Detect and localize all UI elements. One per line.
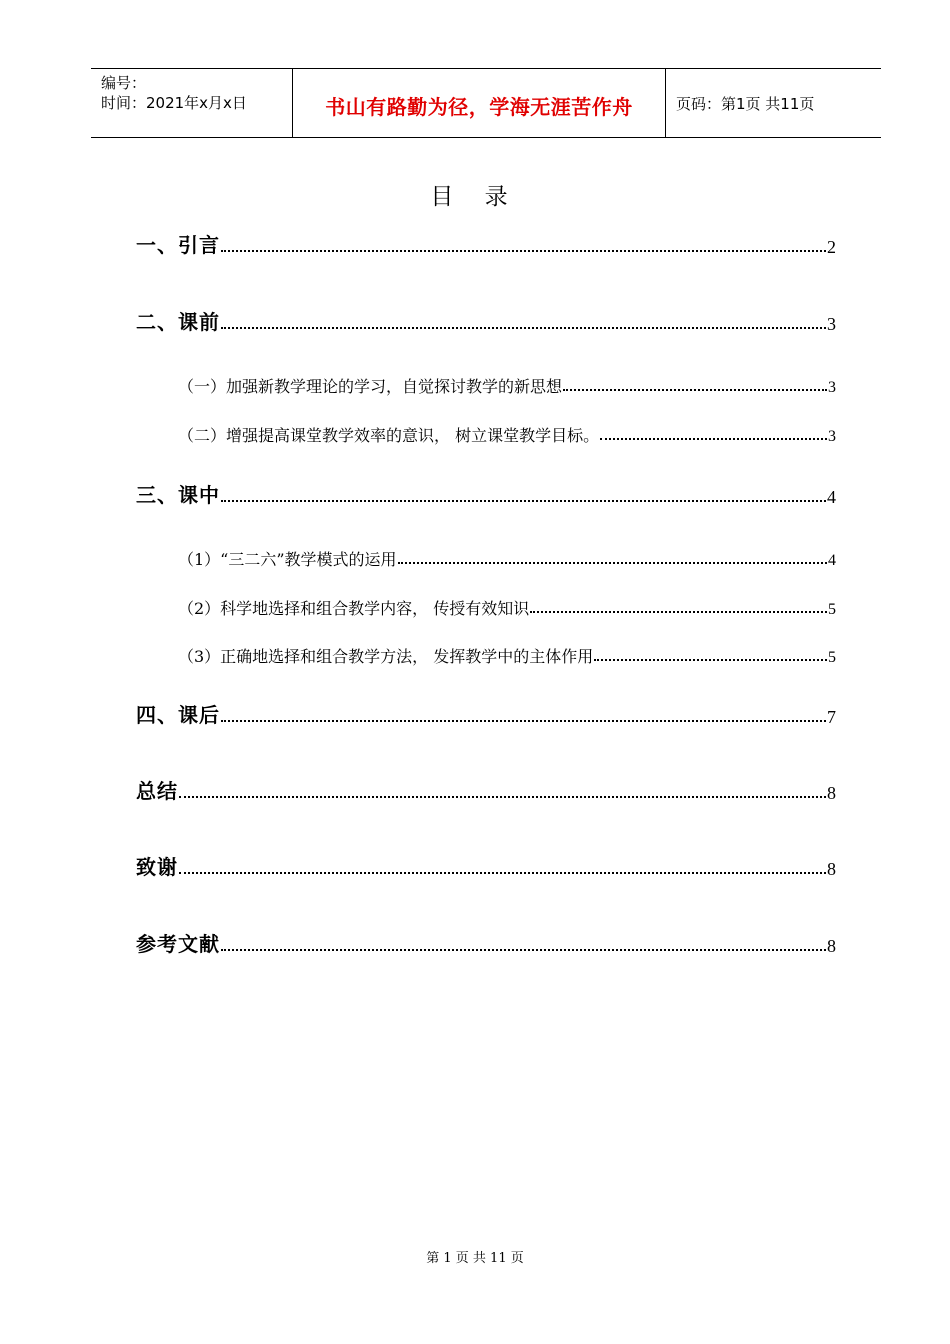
toc-entry-page: 8 bbox=[827, 859, 836, 879]
toc-entry-label: 致谢 bbox=[136, 855, 178, 879]
header-right-cell bbox=[666, 69, 881, 137]
toc-entry-label: 二、课前 bbox=[136, 310, 220, 334]
toc-entry-summary[interactable] bbox=[136, 774, 836, 804]
dot-leader bbox=[221, 719, 826, 722]
toc-entry-label: （3）正确地选择和组合教学方法， 发挥教学中的主体作用 bbox=[178, 647, 594, 666]
page-footer: 第 1 页 共 11 页 bbox=[426, 1251, 524, 1266]
dot-leader bbox=[179, 795, 826, 798]
toc-entry-page: 3 bbox=[827, 314, 836, 334]
toc-entry-page: 5 bbox=[828, 601, 836, 618]
dot-leader bbox=[221, 499, 826, 502]
toc-entry-label: （二）增强提高课堂教学效率的意识， 树立课堂教学目标。 bbox=[178, 426, 600, 445]
toc-entry-acknowledgements[interactable] bbox=[136, 850, 836, 880]
toc-entry-page: 3 bbox=[828, 379, 836, 396]
dot-leader bbox=[221, 948, 826, 951]
toc-entry-references[interactable] bbox=[136, 927, 836, 957]
toc-entry-page: 4 bbox=[827, 487, 836, 507]
toc-entry-label: 三、课中 bbox=[136, 483, 220, 507]
toc-entry-label: （1）“三二六”教学模式的运用 bbox=[178, 550, 397, 569]
dot-leader bbox=[594, 658, 827, 661]
toc-subentry[interactable] bbox=[178, 637, 836, 667]
toc-subentry[interactable] bbox=[178, 589, 836, 619]
header-left-cell bbox=[91, 69, 293, 137]
toc-entry-label: 总结 bbox=[136, 779, 178, 803]
dot-leader bbox=[600, 437, 827, 440]
toc-entry-label: 参考文献 bbox=[136, 932, 220, 956]
time-label: 时间：2021年x月x日 bbox=[101, 94, 247, 112]
number-label: 编号： bbox=[101, 74, 147, 92]
dot-leader bbox=[398, 561, 827, 564]
toc-subentry[interactable] bbox=[178, 540, 836, 570]
toc-subentry[interactable] bbox=[178, 367, 836, 397]
toc-entry-intro[interactable] bbox=[136, 228, 836, 258]
toc-title: 目 录 bbox=[430, 184, 520, 210]
dot-leader bbox=[563, 388, 827, 391]
toc-entry-label: 一、引言 bbox=[136, 233, 220, 257]
header-center-cell bbox=[293, 69, 666, 137]
toc-entry-page: 8 bbox=[827, 936, 836, 956]
toc-entry-page: 4 bbox=[828, 552, 836, 569]
toc-entry-page: 8 bbox=[827, 783, 836, 803]
dot-leader bbox=[221, 326, 826, 329]
toc-entry-page: 2 bbox=[827, 237, 836, 257]
toc-entry-page: 7 bbox=[827, 707, 836, 727]
toc-entry-after-class[interactable] bbox=[136, 698, 836, 728]
toc-entry-page: 5 bbox=[828, 649, 836, 666]
toc-entry-label: （一）加强新教学理论的学习，自觉探讨教学的新思想 bbox=[178, 377, 563, 396]
toc-entry-page: 3 bbox=[828, 428, 836, 445]
toc-entry-in-class[interactable] bbox=[136, 478, 836, 508]
header-table bbox=[91, 68, 881, 138]
toc-entry-before-class[interactable] bbox=[136, 305, 836, 335]
motto-text: 书山有路勤为径，学海无涯苦作舟 bbox=[325, 95, 633, 119]
dot-leader bbox=[179, 871, 826, 874]
toc-subentry[interactable] bbox=[178, 416, 836, 446]
dot-leader bbox=[530, 610, 827, 613]
toc-entry-label: 四、课后 bbox=[136, 703, 220, 727]
toc-entry-label: （2）科学地选择和组合教学内容， 传授有效知识 bbox=[178, 599, 530, 618]
dot-leader bbox=[221, 249, 826, 252]
page-info: 页码：第1页 共11页 bbox=[676, 95, 815, 113]
